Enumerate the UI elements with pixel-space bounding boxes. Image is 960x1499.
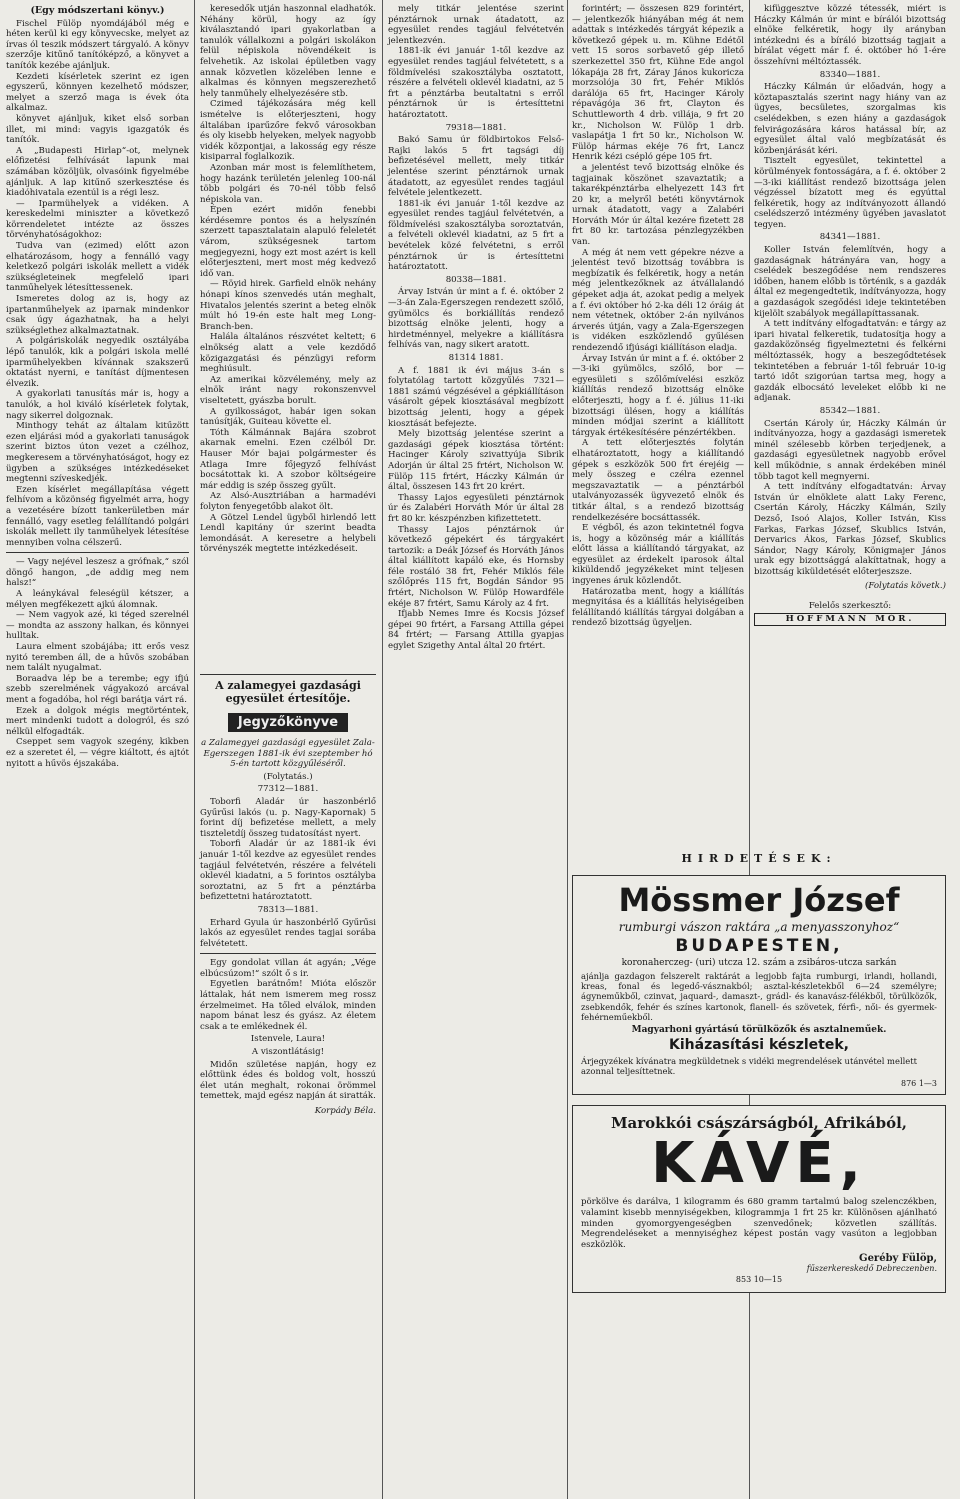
column-divider (194, 0, 195, 1499)
continuation-label: (Folytatás.) (263, 771, 313, 782)
paragraph: A még át nem vett gépekre nézve a jelentést tevő bizottság továbbra is megbízatik és felkéretik, hogy a netán még jelentkezőknek az átvállalandó gépeket adja át, azokat pedig a melyek a f. évi október hó 2-ka déli 12 óráig át nem vétetnek, október 2-án nyilvános árverés útján, vagy a Zala-Egerszegen is vidéken eszközlendő gyűlésen rendezendő ifjúsági kiállításon eladja. (572, 247, 744, 353)
paragraph: — Iparmühelyek a vidéken. A kereskedelmi miniszter a következő körrendeletet intézte az összes törvényhatóságokhoz: (6, 198, 189, 241)
paragraph: A tett indítvány elfogadtatván: Árvay István úr elnöklete alatt Laky Ferenc, Csertán Károly, Háczky Kálmán, Szily Dezső, Isoó Alajos, Koller István, Kiss Farkas, Farkas József, Skublics István, Dervarics Ákos, Farkas József, Skublics Sándor, Nagy Károly, Königmajer János urak egy bizottsággá alakíttatnak, hogy a bizottság kiküldetését előterjeszsze. (754, 482, 946, 577)
paragraph: Ismeretes dolog az is, hogy az ipartanműhelyek az iparnak mindenkor csak úgy ágazhatnak, ha a helyi szükséglethez alkalmaztatnak. (6, 294, 189, 336)
paragraph: Árvay István úr mint a f. é. október 2—3-án Zala-Egerszegen rendezett szőlő, gyümölcs és borkiállítás rendező bizottság elnöke jelenti, hogy a hirdetménnyel, melyekre a kiállításra felhívás van, nagy sikert aratott. (388, 287, 564, 351)
column-5 (754, 4, 946, 625)
paragraph: Cseppet sem vagyok szegény, kikben ez a szeretet él, — végre kiáltott, és ajtót nyitott a hűvös éjszakába. (6, 737, 189, 769)
record-number: 80338—1881. (445, 274, 507, 285)
paragraph: A gyakorlati tanusítás már is, hogy a tanulók, a hol kiváló kísérletek folytak, nagy sikerrel dolgoznak. (6, 389, 189, 421)
paragraph: 1881-ik évi január 1-től kezdve az egyesület rendes tagjául felvétetvén, a földmívelési szakosztályba soroztatván, a felvételi oklevél kiadatni, az 5 frt a bevételek közé felvétetni, s erről pénztárnok úr is értesíttetni határoztatott. (388, 198, 564, 273)
minutes-title: Jegyzőkönyve (228, 713, 348, 732)
paragraph: Egyetlen barátnőm! Mióta először láttalak, hát nem ismerem meg rossz érzelmeimet. Ha tőled elválok, minden napom bánat lesz és gyász. Az életem csak a te emlékednek él. (200, 979, 376, 1032)
divider (200, 674, 376, 675)
coffee-ad (572, 1105, 946, 1293)
paragraph: A tett indítvány elfogadtatván: e tárgy az ipari hivatal felkeretik, tudatosítja hogy a gazdaközönség figyelmeztetni és felkérni méltóztassék, hogy a beszegődtetések tekintetében a február 1-től február 10-ig tartó időt szigorúan tartsa meg, hogy a gazdák elbocsátó leveleket előbb ki ne adjanak. (754, 319, 946, 404)
record-number: 83340—1881. (819, 69, 881, 80)
paragraph: Egy gondolat villan át agyán; „Vége elbúcsúzom!“ szólt ő s ir. (200, 958, 376, 979)
section-heading: (Egy módszertani könyv.) (30, 5, 165, 16)
merchant-name: Geréby Fülöp, (859, 1253, 937, 1265)
paragraph: Háczky Kálmán úr előadván, hogy a köztapasztalás szerint nagy hiány van az ügyes, becsületes, szorgalmas kis cselédekben, s ezen hiány a gazdaságok felvirágozására káros hatással bír, az egyesület által való megbízatását és közbenjárását kéri. (754, 82, 946, 156)
paragraph: Toborfi Aladár úr haszonbérlő Gyűrűsi lakós (u. p. Nagy-Kapornak) 5 forint díj befizetése mellett, a mely tiszteletdíj összeg tudatosítást nyert. (200, 796, 376, 839)
paragraph: A Götzel Lendel ügyből hirlendő lett Lendl kapitány úr szerint beadta lemondását. A keresetre a helybeli törvényszék megtette intézkedéseit. (200, 512, 376, 555)
paragraph: A f. 1881 ik évi május 3-án s folytatólag tartott közgyűlés 7321—1881 számú végzésével a gépkiállításon vásárolt gépek kiosztásával megbízott bizottság jelenti, hogy a gépek kiosztását befejezte. (388, 365, 564, 429)
paragraph: Minthogy tehát az általam kitűzött ezen eljárási mód a gyakorlati tanuságok szerint biztos úton vezet a czélhoz, megkeresem a törvényhatóságot, hogy ez ügyben a szükséges intézkedéseket megtenni szíveskedjék. (6, 421, 189, 485)
budapest-label: BUDAPESTEN, (675, 936, 843, 956)
author-signature: Korpády Béla. (314, 1106, 376, 1116)
paragraph: A tett előterjesztés folytán elhatároztatott, hogy a kiállítandó gépek s eszközök 500 frt érejéig — mely összeg e czélra ezennel megszavaztatik — a pénztárból utalványozassék ügyvezető elnök és titkár által, s a rendező bizottság rendelkezésére bocsáttassék. (572, 438, 744, 523)
mossmer-ad (572, 875, 946, 1095)
paragraph: Az Alsó-Ausztriában a harmadévi folyton fenyegetőbb alakot ölt. (200, 491, 376, 512)
paragraph: Thassy Lajos egyesületi pénztárnok úr és Zalabéri Horváth Mór úr által 28 frt 80 kr. készpénzben kifizettetett. (388, 492, 564, 524)
paragraph: A gyilkosságot, habár igen sokan tanúsítják, Guiteau követte el. (200, 406, 376, 428)
ad-number: 876 1—3 (901, 1079, 937, 1089)
divider (200, 953, 376, 954)
paragraph: A „Budapesti Hirlap“-ot, melynek előfizetési felhívását lapunk mai számában közöljük, olvasóink figyelmébe ajánljuk. A lap kitűnő szerkesztése és kiadóhivatala ezentúl is a régi lesz. (6, 145, 189, 199)
record-number: 77312—1881. (257, 784, 319, 795)
mossmer-name: Mössmer József (618, 881, 900, 919)
paragraph: Tóth Kálmánnak Bajára szobrot akarnak emelni. Ezen czélból Dr. Hauser Mór bajai polgármester és Atlaga Imre főjegyző felhívást bocsátottak ki. A szobor költségeire már eddig is szép összeg gyűlt. (200, 427, 376, 491)
paragraph: A polgáriskolák negyedik osztályába lépő tanulók, kik a polgári iskola mellé iparműhelyekben kívánnak szakszerű oktatást nyerni, e tanítást díjmentesen élvezik. (6, 336, 189, 389)
continuation-note: (Folytatás követk.) (865, 581, 946, 592)
paragraph: Midőn születése napján, hogy ez előttünk édes és boldog volt, hosszú élet után meghalt, rokonai örömmel temettek, majd egész napján át siratták. (200, 1059, 376, 1102)
paragraph: Laura elment szobájába; itt erős vesz nyitó teremben áll, de a hűvös szobában nem talált nyugalmat. (6, 642, 189, 674)
paragraph: Bakó Samu úr földbirtokos Felső-Rajki lakós 5 frt tagsági díj befizetésével mellett, mely titkár jelentése szerint pénztárnok urnak átadatott, az egyesület rendes tagjául felvétele jelentkezett. (388, 135, 564, 199)
record-number: 85342—1881. (819, 405, 881, 416)
editor-label: Felelős szerkesztő: (808, 600, 892, 611)
paragraph: Tudva van (ezimed) előtt azon elhatározásom, hogy a fennálló vagy keletkező polgári iskolák mellett a vidék szükségleteinek megfelelő ipari tanműhelyek létesíttessenek. (6, 241, 189, 294)
column-divider (382, 0, 383, 1499)
paragraph: Ezen kísérlet megállapítása végett felhívom a közönség figyelmét arra, hogy a vezetésére bízott tankerületben már fennálló, vagy esetleg felállítandó polgári iskolák mellett ily tanműhelyek létesítése mennyiben volna célszerű. (6, 484, 189, 548)
paragraph: Árvay István úr mint a f. é. október 2—3-iki gyümölcs, szőlő, bor — egyesületi s szőlőmívelési eszköz kiállítás rendező bizottság elnöke előterjeszti, hogy a f. é. július 11-iki bizottsági ülésen, hogy a kiállítás minden módjai szerint a kiállított tárgyak értékesítésére pénzértékben. (572, 353, 744, 438)
column-divider (567, 0, 568, 1499)
paragraph: forintért; — összesen 829 forintért, — jelentkezők hiányában még át nem adattak s intézkedés tárgyát képezik a következő gépek u. m. Kühne Edétől vett 15 soros sorbavető gép illető szerkezettel 350 frt, Kühne Ede angol lókapája 28 frt, Záray János kukoricza morzsolója 30 frt, Fehér Miklós darálója 65 frt, Hacinger Károly répavágója 36 frt, Clayton és Schuttleworth 4 drb. villája, 9 frt 20 kr., Nicholson W. Fülöp 1 drb. vaslapátja 1 frt 50 kr., Nicholson W. Fülöp hármas ekéje 76 frt, Lancz Henrik kézi csépló gépe 105 frt. (572, 4, 744, 163)
paragraph: E végből, és azon tekintetnél fogva is, hogy a közönség már a kiállítás előtt lássa a kiállítandó tárgyakat, az egyesület az érdekelt iparosok által kiküldendő jegyzékeket mint teljesen ingyenes áruk közlendőt. (572, 523, 744, 587)
paragraph: Halála általános részvétet keltett; 6 elnökség alatt a vele kezdődő közigazgatási és pénzügyi reform meghiúsult. (200, 332, 376, 375)
ad-body: ajánlja gazdagon felszerelt raktárát a legjobb fajta rumburgi, irlandi, hollandi, kreas, fonal és legedő-vásznakból; asztal-készletekből 6—24 személyre; ágyneműkből, czinvat, jaquard-, damaszt-, grádl- és kanavász-félékből, törülközők, zsebkendők, fehér és színes kartonok, flanell- és szövetek, férfi-, női- és gyermek-fehérneműekből. (581, 971, 937, 1022)
paragraph: Csertán Károly úr, Háczky Kálmán úr indítványozza, hogy a gazdasági ismeretek minél szélesebb körben terjedjenek, a gazdasági egyesületnek nagyobb erővel kell működnie, s annak érdekében minél több tagot kell megnyerni. (754, 418, 946, 482)
editor-name: HOFFMANN MÓR. (754, 613, 946, 626)
paragraph: mely titkár jelentése szerint pénztárnok urnak átadatott, az egyesület rendes tagjául felvétetvén jelentkezvén. (388, 4, 564, 46)
paragraph: Ifjabb Nemes Imre és Kocsis József gépei 90 frtért, a Farsang Attilla gépei 84 frtért; — Farsang Attilla gyapjas egylet Szigethy Antal által 20 frtért. (388, 609, 564, 652)
ad-subheading: Magyarhoni gyártású törülközők és asztalneműek. (631, 1025, 887, 1036)
paragraph: A leánykával feleségül kétszer, a mélyen megfékezett ajkú álomnak. (6, 589, 189, 610)
paragraph: — Röyid hirek. Garfield elnök nehány hónapi kínos szenvedés után meghalt, Hivatalos jelentés szerint a beteg elnök múlt hó 19-én este halt meg Long-Branch-ben. (200, 279, 376, 332)
record-number: 84341—1881. (819, 232, 881, 243)
paragraph: A viszontlátásig! (251, 1047, 325, 1058)
paragraph: — Vagy nejével leszesz a grófnak,“ szól döngő hangon, „de addig meg nem halsz!“ (6, 557, 189, 589)
mossmer-line: rumburgi vászon raktára „a menyasszonyhoz“ (618, 920, 900, 934)
paragraph: keresedők utján haszonnal eladhatók. Néhány körül, hogy az így kiválasztandó ipari gyakorlatban a tanulók vállalkozni a polgári iskolákon felül népiskola növendékeit is felvehetik. Az iskolai épületben vagy annak közvetlen közelében lenne e alkalmas és könnyen megszerezhető hely tanműhely elhelyezésére stb. (200, 4, 376, 99)
advertisements (572, 850, 946, 1293)
paragraph: Koller István felemlítvén, hogy a gazdaságnak hátrányára van, hogy a cselédek beszegődése nem rendszeres időben, hanem előbb is történik, s a gazdák által ez megengedtetik, indítványozza, hogy a gazdaságok szegődési ideje tekintetében kijelölt szabályok megállapíttassanak. (754, 245, 946, 319)
paragraph: Boraadva lép be a terembe; egy ifjú szebb szerelmének vágyakozó arcával ment a fogadóba, hol régi barátja várt rá. (6, 673, 189, 705)
column-1 (6, 4, 189, 1494)
paragraph: Istenvele, Laura! (250, 1034, 326, 1045)
coffee-title: KÁVÉ, (651, 1131, 867, 1197)
paragraph: könyvet ajánljuk, kiket első sorban illet, mi mind: vagyis igazgatók és tanítók. (6, 113, 189, 146)
merchant-location: fűszerkereskedő Debreczenben. (806, 1264, 937, 1274)
paragraph: Határozatba ment, hogy a kiállítás megnyitása és a kiállítás helyiségeiben felállítandó kiállítás tárgyai dolgában a rendező bizottság ügyeljen. (572, 586, 744, 629)
paragraph: Az amerikai közvélemény, mely az elnök iránt nagy rokonszenvvel viseltetett, gyászba borult. (200, 374, 376, 406)
ad-kihazasitasi: Kiházasítási készletek, (669, 1037, 849, 1054)
paragraph: Azonban már most is felemlíthetem, hogy hazánk területén jelenleg 100-nál több polgári és 70-nél több felső népiskola van. (200, 162, 376, 205)
ads-heading: HIRDETÉSEK: (681, 852, 837, 865)
paragraph: Épen ezért midőn fenebbi kérdésemre pontos és a helyszínén szerzett tapasztalatain alapuló feleletét várom, szükségesnek tartom megjegyezni, hogy ezt most azért is kell előterjeszteni, mert most még kedvező idő van. (200, 205, 376, 279)
coffee-origin: Marokkói császárságból, Afrikából, (610, 1114, 908, 1133)
paragraph: Ezek a dolgok mégis megtörténtek, mert mindenki tudott a dologról, és szó nélkül elfogadták. (6, 705, 189, 737)
paragraph: 1881-ik évi január 1-től kezdve az egyesület rendes tagjául felvétetett, s a földmívelési szakosztályba osztatott, részére a felvételi oklevél kiadatni, az 5 frt a pénztárba beutaltatni s erről pénztárnok úr is értesíttetni határoztatott. (388, 46, 564, 120)
paragraph: Thassy Lajos pénztárnok úr következő gépekért és tárgyakért tartozik: a Deák József és Horváth János által kiállított kapáló eke, és Hornsby féle rostáló 38 frt, Fehér Miklós féle szőlőprés 115 frt, Bogdán Sándor 95 frtért, Nicholson W. Fülöp Howardféle ekéje 87 frtért, Samu Károly az 4 frt. (388, 524, 564, 609)
column-3 (388, 4, 564, 1494)
paragraph: kifüggesztve közzé tétessék, miért is Háczky Kálmán úr mint e bírálói bizottság elnöke felkéretik, hogy ily arányban intézkedni és a bíráló bizottság tagjait a bírálat végett már f. é. október hó 1-ére összehívni méltóztassék. (754, 4, 946, 67)
paragraph: — Nem vagyok azé, ki téged szerelnél — mondta az asszony halkan, és könnyei hulltak. (6, 610, 189, 642)
paragraph: Czimed tájékozására még kell ismételve is előterjeszteni, hogy általában iparűzőre fekvő városokban és oly kisebb helyeken, melyek nagyobb vidék központjai, a lakosság egy része kisiparral foglalkozik. (200, 99, 376, 163)
ad-body: Árjegyzékek kívánatra megküldetnek s vidéki megrendelések utánvétel mellett azonnal teljesíttetnek. (581, 1056, 917, 1077)
paragraph: Erhard Gyula úr haszonbérlő Gyűrűsi lakós az egyesület rendes tagjai sorába felvétetett. (200, 917, 376, 949)
minutes-subtitle: a Zalamegyei gazdasági egyesület Zala-Egerszegen 1881-ik évi szeptember hó 5-én tartott közgyűléséről. (201, 738, 375, 770)
divider (6, 552, 189, 553)
paragraph: a jelentést tevő bizottság elnöke és tagjainak köszönet szavaztatik; a takarékpénztárba elhelyezett 143 frt 20 kr, a melyről betéti könyvtárnok urnak átadatott, vagy a Zalabéri Horváth Mór úr által kezére fizetett 28 frt 80 kr. tartozása pénzlegyzékben van. (572, 162, 744, 248)
association-title: A zalamegyei gazdasági egyesület értesítője. (215, 679, 361, 705)
record-number: 79318—1881. (445, 122, 507, 133)
ad-number: 853 10—15 (735, 1275, 783, 1285)
paragraph: Kezdeti kísérletek szerint ez igen egyszerű, könnyen kezelhető módszer, melyet a szerző maga is évek óta alkalmaz. (6, 71, 189, 114)
record-number: 78313—1881. (257, 904, 319, 915)
paragraph: Tisztelt egyesület, tekintettel a körülmények fontosságára, a f. é. október 2—3-iki kiállítást rendező bizottsága jelen végzéssel bízatott meg és egyúttal felkéretik, hogy az indítványozott állandó cselédszerző intézmény ügyében javaslatot tegyen. (754, 156, 946, 230)
paragraph: Mely bizottság jelentése szerint a gazdasági gépek kiosztása történt: Hacinger Károly szivattyúja Sibrik Adorján úr által 25 frtért, Nicholson W. Fülöp 115 frtért, Háczky Kálmán úr által, összesen 143 frt 20 krért. (388, 429, 564, 493)
record-number: 81314 1881. (448, 353, 504, 363)
paragraph: Toborfi Aladár úr az 1881-ik évi január 1-től kezdve az egyesület rendes tagjául felvétetvén, részére a felvételi oklevél kiadatni, a 5 forintos osztályba soroztatni, az 5 frt a pénztárba befizettetni határoztatott. (200, 839, 376, 903)
association-section (200, 670, 376, 1125)
ad-body: pörkölve és darálva, 1 kilogramm és 680 gramm tartalmú balog szelenczékben, valamint kisebb mennyiségekben, kilogrammja 1 frt 25 kr. Különösen ajánlható minden gyomorgyengeségben szenvedőnek; közvetlen szállítás. Megrendeléseket a mennyiséghez képest postán vagy vasúton a legjobban eszközlök. (581, 1197, 937, 1250)
ad-address: koronaherczeg- (uri) utcza 12. szám a zsibáros-utcza sarkán (621, 958, 897, 968)
column-4 (572, 4, 744, 854)
paragraph: Fischel Fülöp nyomdájából még e héten kerül ki egy könyvecske, melyet az írvas ól teszik módszert tárgyaló. A könyv szerzője kitűnő tanítóképző, a könyvet a tanítók kezébe ajánljuk. (6, 18, 189, 71)
